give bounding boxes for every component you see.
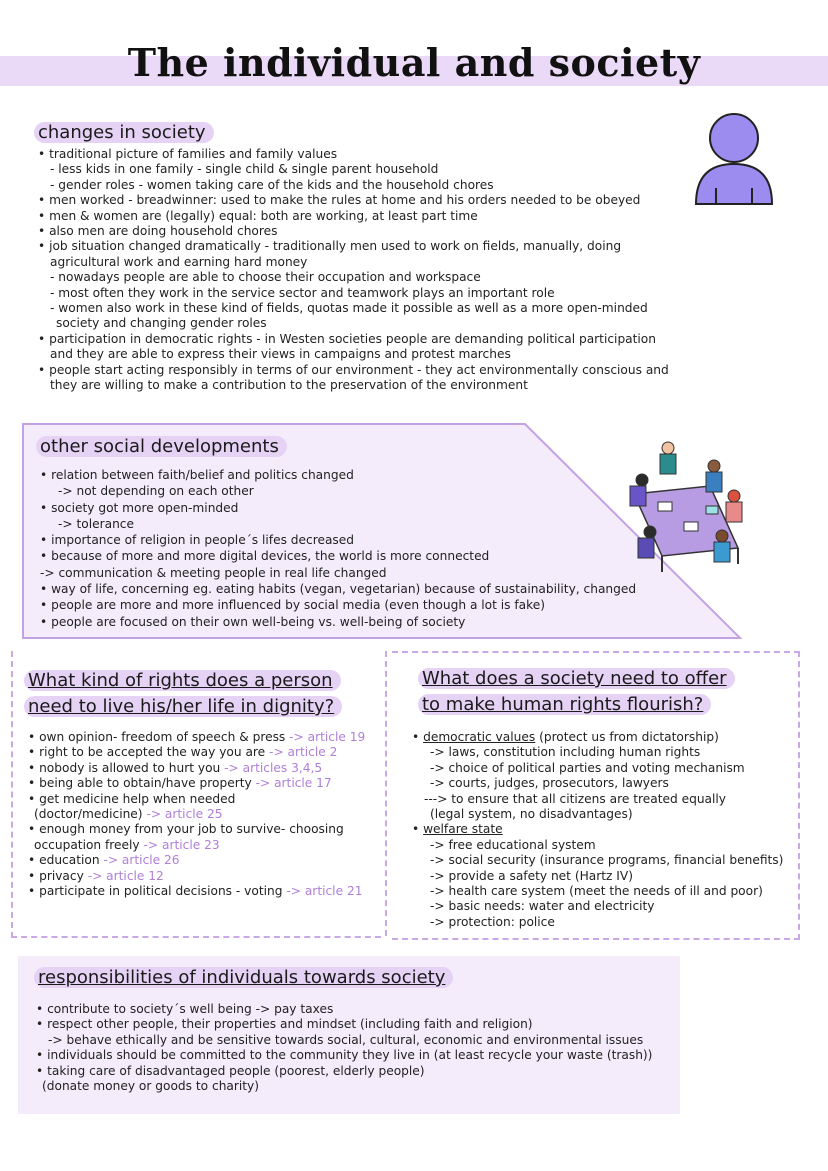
list-item: • because of more and more digital devices, the world is more connected [40,548,636,564]
list-item: -> courts, judges, prosecutors, lawyers [430,776,669,791]
list-item: occupation freely -> article 23 [34,837,220,852]
society-heading: What does a society need to offer to make human rights flourish? [418,666,735,718]
article-reference: -> article 2 [269,745,338,760]
list-item: they are willing to make a contribution to the preservation of the environment [50,378,528,393]
list-item: • participate in political decisions - voting -> article 21 [28,884,365,899]
list-item: • men worked - breadwinner: used to make the rules at home and his orders needed to be obeyed [38,193,669,208]
list-item: • traditional picture of families and family values [38,147,669,162]
list-item: • importance of religion in people´s lifes decreased [40,532,636,548]
list-item: • contribute to society´s well being -> pay taxes [36,1002,652,1017]
list-item: -> social security (insurance programs, financial benefits) [430,853,784,868]
responsibilities-heading: responsibilities of individuals towards society [34,967,453,988]
article-reference: -> article 12 [87,868,164,883]
list-item: • right to be accepted the way you are -> article 2 [28,745,365,760]
developments-heading: other social developments [36,436,287,457]
list-item: • being able to obtain/have property -> article 17 [28,776,365,791]
article-reference: -> article 17 [255,776,332,791]
list-item: • also men are doing household chores [38,224,669,239]
list-item: • get medicine help when needed [28,792,365,807]
list-item: • individuals should be committed to the community they live in (at least recycle your waste (trash)) [36,1048,652,1063]
list-item: agricultural work and earning hard money [50,254,308,269]
list-item: • own opinion- freedom of speech & press -> article 19 [28,730,365,745]
list-item: • taking care of disadvantaged people (poorest, elderly people) [36,1064,652,1079]
list-item: • men & women are (legally) equal: both are working, at least part time [38,209,669,224]
article-reference: -> article 23 [143,837,220,852]
responsibilities-list [36,1002,652,1094]
article-reference: -> article 19 [289,730,366,744]
changes-list [38,147,669,394]
list-item: • enough money from your job to survive- choosing [28,822,365,837]
list-item: and they are able to express their views in campaigns and protest marches [50,347,511,362]
list-item: • welfare state [412,822,783,837]
list-item: • people are focused on their own well-being vs. well-being of society [40,614,636,630]
list-item: • job situation changed dramatically - traditionally men used to work on fields, manually, doing [38,239,669,254]
person-icon [690,108,780,208]
list-item: • respect other people, their properties and mindset (including faith and religion) [36,1017,652,1032]
list-item: -> provide a safety net (Hartz IV) [430,868,633,883]
list-item: • privacy -> article 12 [28,869,365,884]
list-item: • people are more and more influenced by social media (even though a lot is fake) [40,597,636,613]
article-reference: -> article 21 [286,884,363,899]
developments-list [40,467,636,630]
meeting-illustration [622,436,752,576]
list-item: society and changing gender roles [56,316,267,331]
list-item: -> tolerance [58,516,135,531]
list-item: ---> to ensure that all citizens are treated equally [424,791,727,806]
article-reference: -> articles 3,4,5 [224,760,323,775]
list-item: (doctor/medicine) -> article 25 [34,807,223,822]
list-item: - women also work in these kind of fields, quotas made it possible as well as a more open-minded [50,301,648,316]
boxes-divider [385,651,387,936]
list-item: • society got more open-minded [40,500,636,516]
rights-list [28,730,365,899]
list-item: • people start acting responsibly in terms of our environment - they act environmentally conscious and [38,363,669,378]
rights-heading: What kind of rights does a person need to live his/her life in dignity? [24,668,342,720]
society-list [412,730,783,930]
list-item: • participation in democratic rights - in Westen societies people are demanding political participation [38,332,669,347]
list-item: • way of life, concerning eg. eating habits (vegan, vegetarian) because of sustainability, changed [40,581,636,597]
list-item: - nowadays people are able to choose their occupation and workspace [50,270,481,285]
changes-heading: changes in society [34,122,214,143]
list-item: -> laws, constitution including human rights [430,745,701,760]
article-reference: -> article 26 [103,853,180,868]
list-item: - less kids in one family - single child & single parent household [50,162,439,177]
list-item: -> health care system (meet the needs of ill and poor) [430,884,763,899]
list-item: • nobody is allowed to hurt you -> articles 3,4,5 [28,761,365,776]
list-item: (legal system, no disadvantages) [430,807,633,822]
list-item: -> free educational system [430,837,596,852]
list-item: -> behave ethically and be sensitive towards social, cultural, economic and environmental issues [48,1032,644,1047]
list-item: -> choice of political parties and voting mechanism [430,760,745,775]
list-item: - gender roles - women taking care of the kids and the household chores [50,177,494,192]
list-item: • relation between faith/belief and politics changed [40,467,636,483]
list-item: -> not depending on each other [58,484,254,499]
list-item: -> communication & meeting people in real life changed [40,565,387,580]
list-item: -> basic needs: water and electricity [430,899,655,914]
list-item: (donate money or goods to charity) [42,1079,260,1094]
page-title: The individual and society [127,40,701,85]
article-reference: -> article 25 [146,807,223,822]
list-item: • democratic values (protect us from dictatorship) [412,730,783,745]
list-item: • education -> article 26 [28,853,365,868]
list-item: -> protection: police [430,914,555,929]
list-item: - most often they work in the service sector and teamwork plays an important role [50,285,555,300]
